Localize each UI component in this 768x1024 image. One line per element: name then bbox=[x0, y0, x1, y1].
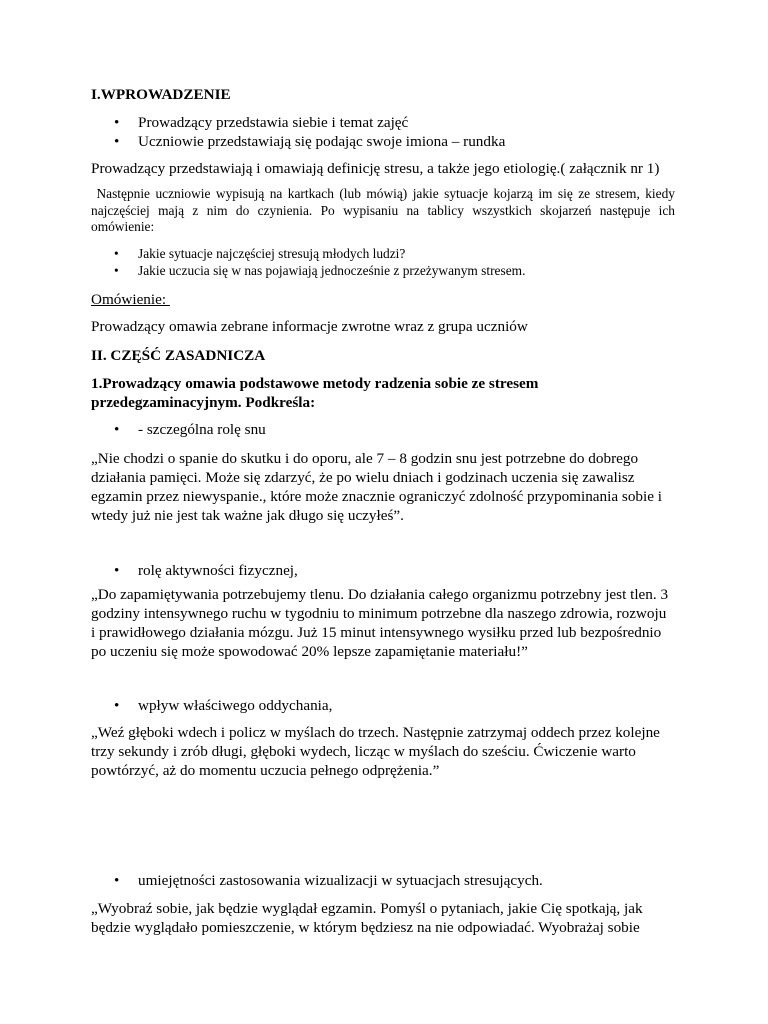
heading-metody: 1.Prowadzący omawia podstawowe metody radzenia sobie ze stresem przedegzaminacyjnym. Podkreśla: bbox=[91, 375, 539, 411]
paragraph-definition: Prowadzący przedstawiają i omawiają definicję stresu, a także jego etiologię.( załącznik nr 1) bbox=[91, 160, 660, 177]
list-item: • Jakie uczucia się w nas pojawiają jednocześnie z przeżywanym stresem. bbox=[114, 262, 526, 278]
list-item: • Prowadzący przedstawia siebie i temat zajęć bbox=[114, 114, 409, 131]
bullet-icon: • bbox=[114, 562, 120, 579]
point-2-item bbox=[91, 561, 675, 580]
heading-wprowadzenie: I.WPROWADZENIE bbox=[91, 86, 231, 103]
list-item: • - szczególna rolę snu bbox=[114, 421, 266, 438]
quote-sen: „Nie chodzi o spanie do skutku i do oporu, ale 7 – 8 godzin snu jest potrzebne do dobrego działania pamięci. Może się zdarzyć, że po wielu dniach i godzinach uczenia się zawalisz egzamin przez niewyspanie., które może znacznie ograniczyć zdolność przypominania sobie i wtedy już nie jest tak ważne jak długo się uczyłeś”. bbox=[91, 450, 662, 524]
point-3-item bbox=[91, 696, 675, 715]
bullet-icon: • bbox=[114, 133, 120, 150]
list-item: • rolę aktywności fizycznej, bbox=[114, 562, 298, 579]
bullet-icon: • bbox=[114, 697, 120, 714]
bullet-icon: • bbox=[114, 421, 120, 438]
bullet-icon: • bbox=[114, 246, 119, 261]
quote-aktywnosc: „Do zapamiętywania potrzebujemy tlenu. Do działania całego organizmu potrzebny jest tlen. 3 godziny intensywnego ruchu w tygodniu to minimum potrzebne dla naszego zdrowia, rozwoju i prawidłowego działania mózgu. Już 15 minut intensywnego wysiłku przed lub bezpośrednio po uczeniu się może spowodować 20% lepsze zapamiętanie materiału!” bbox=[91, 586, 669, 660]
list-item: • Uczniowie przedstawiają się podając swoje imiona – rundka bbox=[114, 133, 506, 150]
question-list bbox=[91, 246, 675, 279]
bullet-icon: • bbox=[114, 114, 120, 131]
point-1-item bbox=[91, 420, 675, 439]
heading-czesc-zasadnicza: II. CZĘŚĆ ZASADNICZA bbox=[91, 347, 266, 364]
quote-oddychanie: „Weź głęboki wdech i policz w myślach do trzech. Następnie zatrzymaj oddech przez kolejne trzy sekundy i zrób długi, głęboki wydech, licząc w myślach do sześciu. Ćwiczenie warto powtórzyć, aż do momentu uczucia pełnego odprężenia.” bbox=[91, 724, 660, 779]
omowienie-label: Omówienie: bbox=[91, 291, 170, 308]
paragraph-kartki: Następnie uczniowie wypisują na kartkach (lub mówią) jakie sytuacje kojarzą im się ze stresem, kiedy najczęściej mają z nim do czynienia. Po wypisaniu na tablicy wszystkich skojarzeń następuje ich omówienie: bbox=[91, 186, 679, 234]
quote-wizualizacja: „Wyobraź sobie, jak będzie wyglądał egzamin. Pomyśl o pytaniach, jakie Cię spotkają, jak będzie wyglądało pomieszczenie, w którym będziesz na nie odpowiadać. Wyobrażaj sobie bbox=[91, 900, 643, 936]
list-item: • umiejętności zastosowania wizualizacji w sytuacjach stresujących. bbox=[114, 872, 543, 889]
list-item: • Jakie sytuacje najczęściej stresują młodych ludzi? bbox=[114, 246, 406, 261]
list-item: • wpływ właściwego oddychania, bbox=[114, 697, 333, 714]
point-4-item bbox=[91, 871, 675, 890]
intro-list bbox=[91, 113, 675, 151]
bullet-icon: • bbox=[114, 872, 120, 889]
paragraph-feedback: Prowadzący omawia zebrane informacje zwrotne wraz z grupa uczniów bbox=[91, 318, 528, 335]
bullet-icon: • bbox=[114, 262, 119, 278]
